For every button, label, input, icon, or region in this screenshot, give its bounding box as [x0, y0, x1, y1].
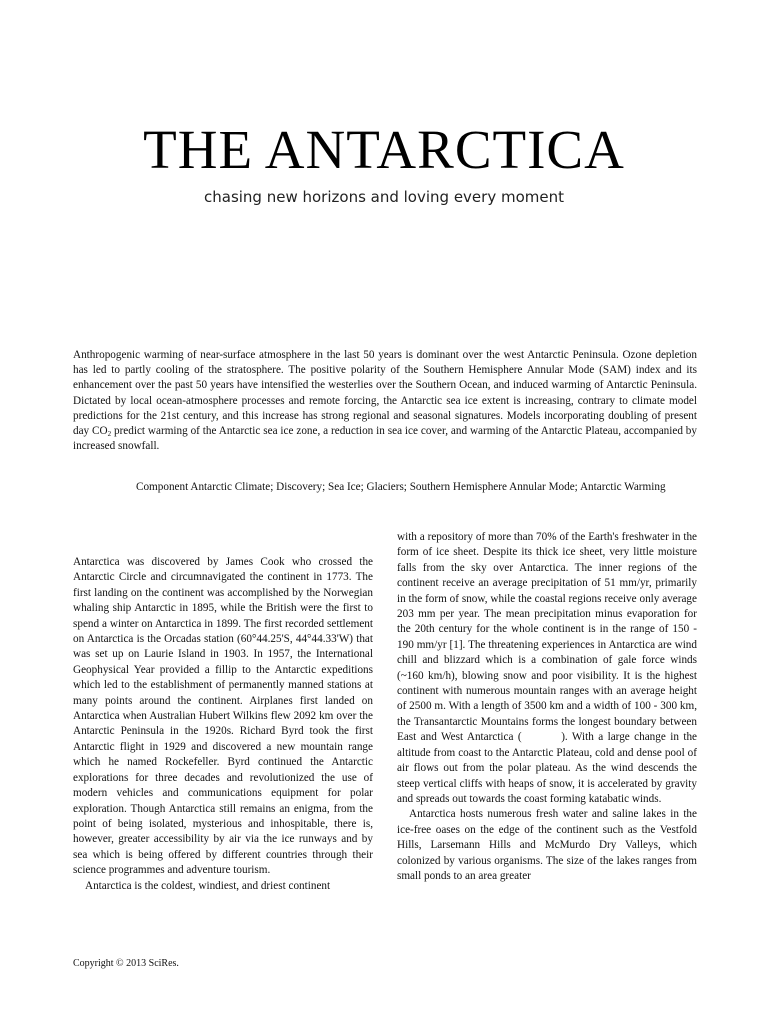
climate-paragraph-start: Antarctica is the coldest, windiest, and driest continent [85, 879, 331, 892]
climate-paragraph: with a repository of more than 70% of the Earth's freshwater in the form of ice sheet. Despite its thick ice sheet, very little moisture falls from the sky over Antarctica. The inner regions of the continent receive an average precipitation of 51 mm/yr, primarily in the form of snow, while the coastal regions receive only average 203 mm per year. The mean precipitation minus evaporation for the 20th century for the whole continent is in the range of 150 - 190 mm/yr [1]. The threatening experiences in Antarctica are wind chill and blizzard which is a combination of gale force winds (~160 km/h), blowing snow and poor visibility. It is the highest continent with numerous mountain ranges with an average height of 2500 m. With a length of 3500 km and a width of 100 - 300 km, the Transantarctic Mountains forms the longest boundary between East and West Antarctica ( ). With a large change in the altitude from coast to the Antarctic Plateau, cold and dense pool of air flows out from the polar plateau. As the wind descends the steep vertical cliffs with heaps of snow, it is accelerated by gravity and spreads out towards the coast forming katabatic winds. [397, 531, 697, 805]
keywords: Component Antarctic Climate; Discovery; Sea Ice; Glaciers; Southern Hemisphere Annular Mode; Antarctic Warming [136, 481, 666, 493]
abstract [73, 348, 697, 454]
abstract-text-part1: Anthropogenic warming of near-surface atmosphere in the last 50 years is dominant over the west Antarctic Peninsula. Ozone depletion has led to partly cooling of the stratosphere. The positive polarity of the Southern Hemisphere Annular Mode (SAM) index and its enhancement over the past 50 years have intensified the westerlies over the Southern Ocean, and induced warming of Antarctic Peninsula. Dictated by local ocean-atmosphere processes and remote forcing, the Antarctic sea ice extent is increasing, contrary to climate model predictions for the 21st century, and this increase has strong regional and seasonal signatures. Models incorporating doubling of present day CO [73, 349, 697, 438]
page-title: THE ANTARCTICA [143, 119, 625, 180]
page-subtitle: chasing new horizons and loving every moment [204, 188, 564, 206]
left-column [73, 555, 373, 894]
copyright-notice: Copyright © 2013 SciRes. [73, 958, 179, 969]
co2-subscript: 2 [107, 430, 112, 439]
intro-paragraph: Antarctica was discovered by James Cook who crossed the Antarctic Circle and circumnavigated the continent in 1773. The first landing on the continent was accomplished by the Norwegian whaling ship Antarctic in 1895, while the British were the first to spend a winter on Antarctica in 1899. The first recorded settlement on Antarctica is the Orcadas station (60°44.25'S, 44°44.33'W) that was set up on Laurie Island in 1903. In 1957, the International Geophysical Year provided a fillip to the Antarctic expeditions which led to the establishment of permanently manned stations at many points around the continent. Airplanes first landed on Antarctica when Australian Hubert Wilkins flew 2092 km over the Antarctic Peninsula in the 1920s. Richard Byrd took the first Antarctic flight in 1929 and discovered a new mountain range which he named Rockefeller. Byrd continued the Antarctic explorations for three decades and revolutionized the use of modern vehicles and communications equipment for polar exploration. Though Antarctica still remains an enigma, from the point of being isolated, mysterious and inhospitable, there is, however, greater accessibility by air via the ice runways and by sea which is being offered by different countries through their science programmes and adventure tourism. [73, 556, 373, 877]
lakes-paragraph: Antarctica hosts numerous fresh water and saline lakes in the ice-free oases on the edge of the continent such as the Vestfold Hills, Larsemann Hills and McMurdo Dry Valleys, which colonized by various organisms. The size of the lakes ranges from small ponds to an area greater [397, 808, 697, 882]
abstract-text-part2: predict warming of the Antarctic sea ice zone, a reduction in sea ice cover, and warming of the Antarctic Plateau, accompanied by increased snowfall. [73, 425, 697, 453]
right-column [397, 530, 697, 884]
